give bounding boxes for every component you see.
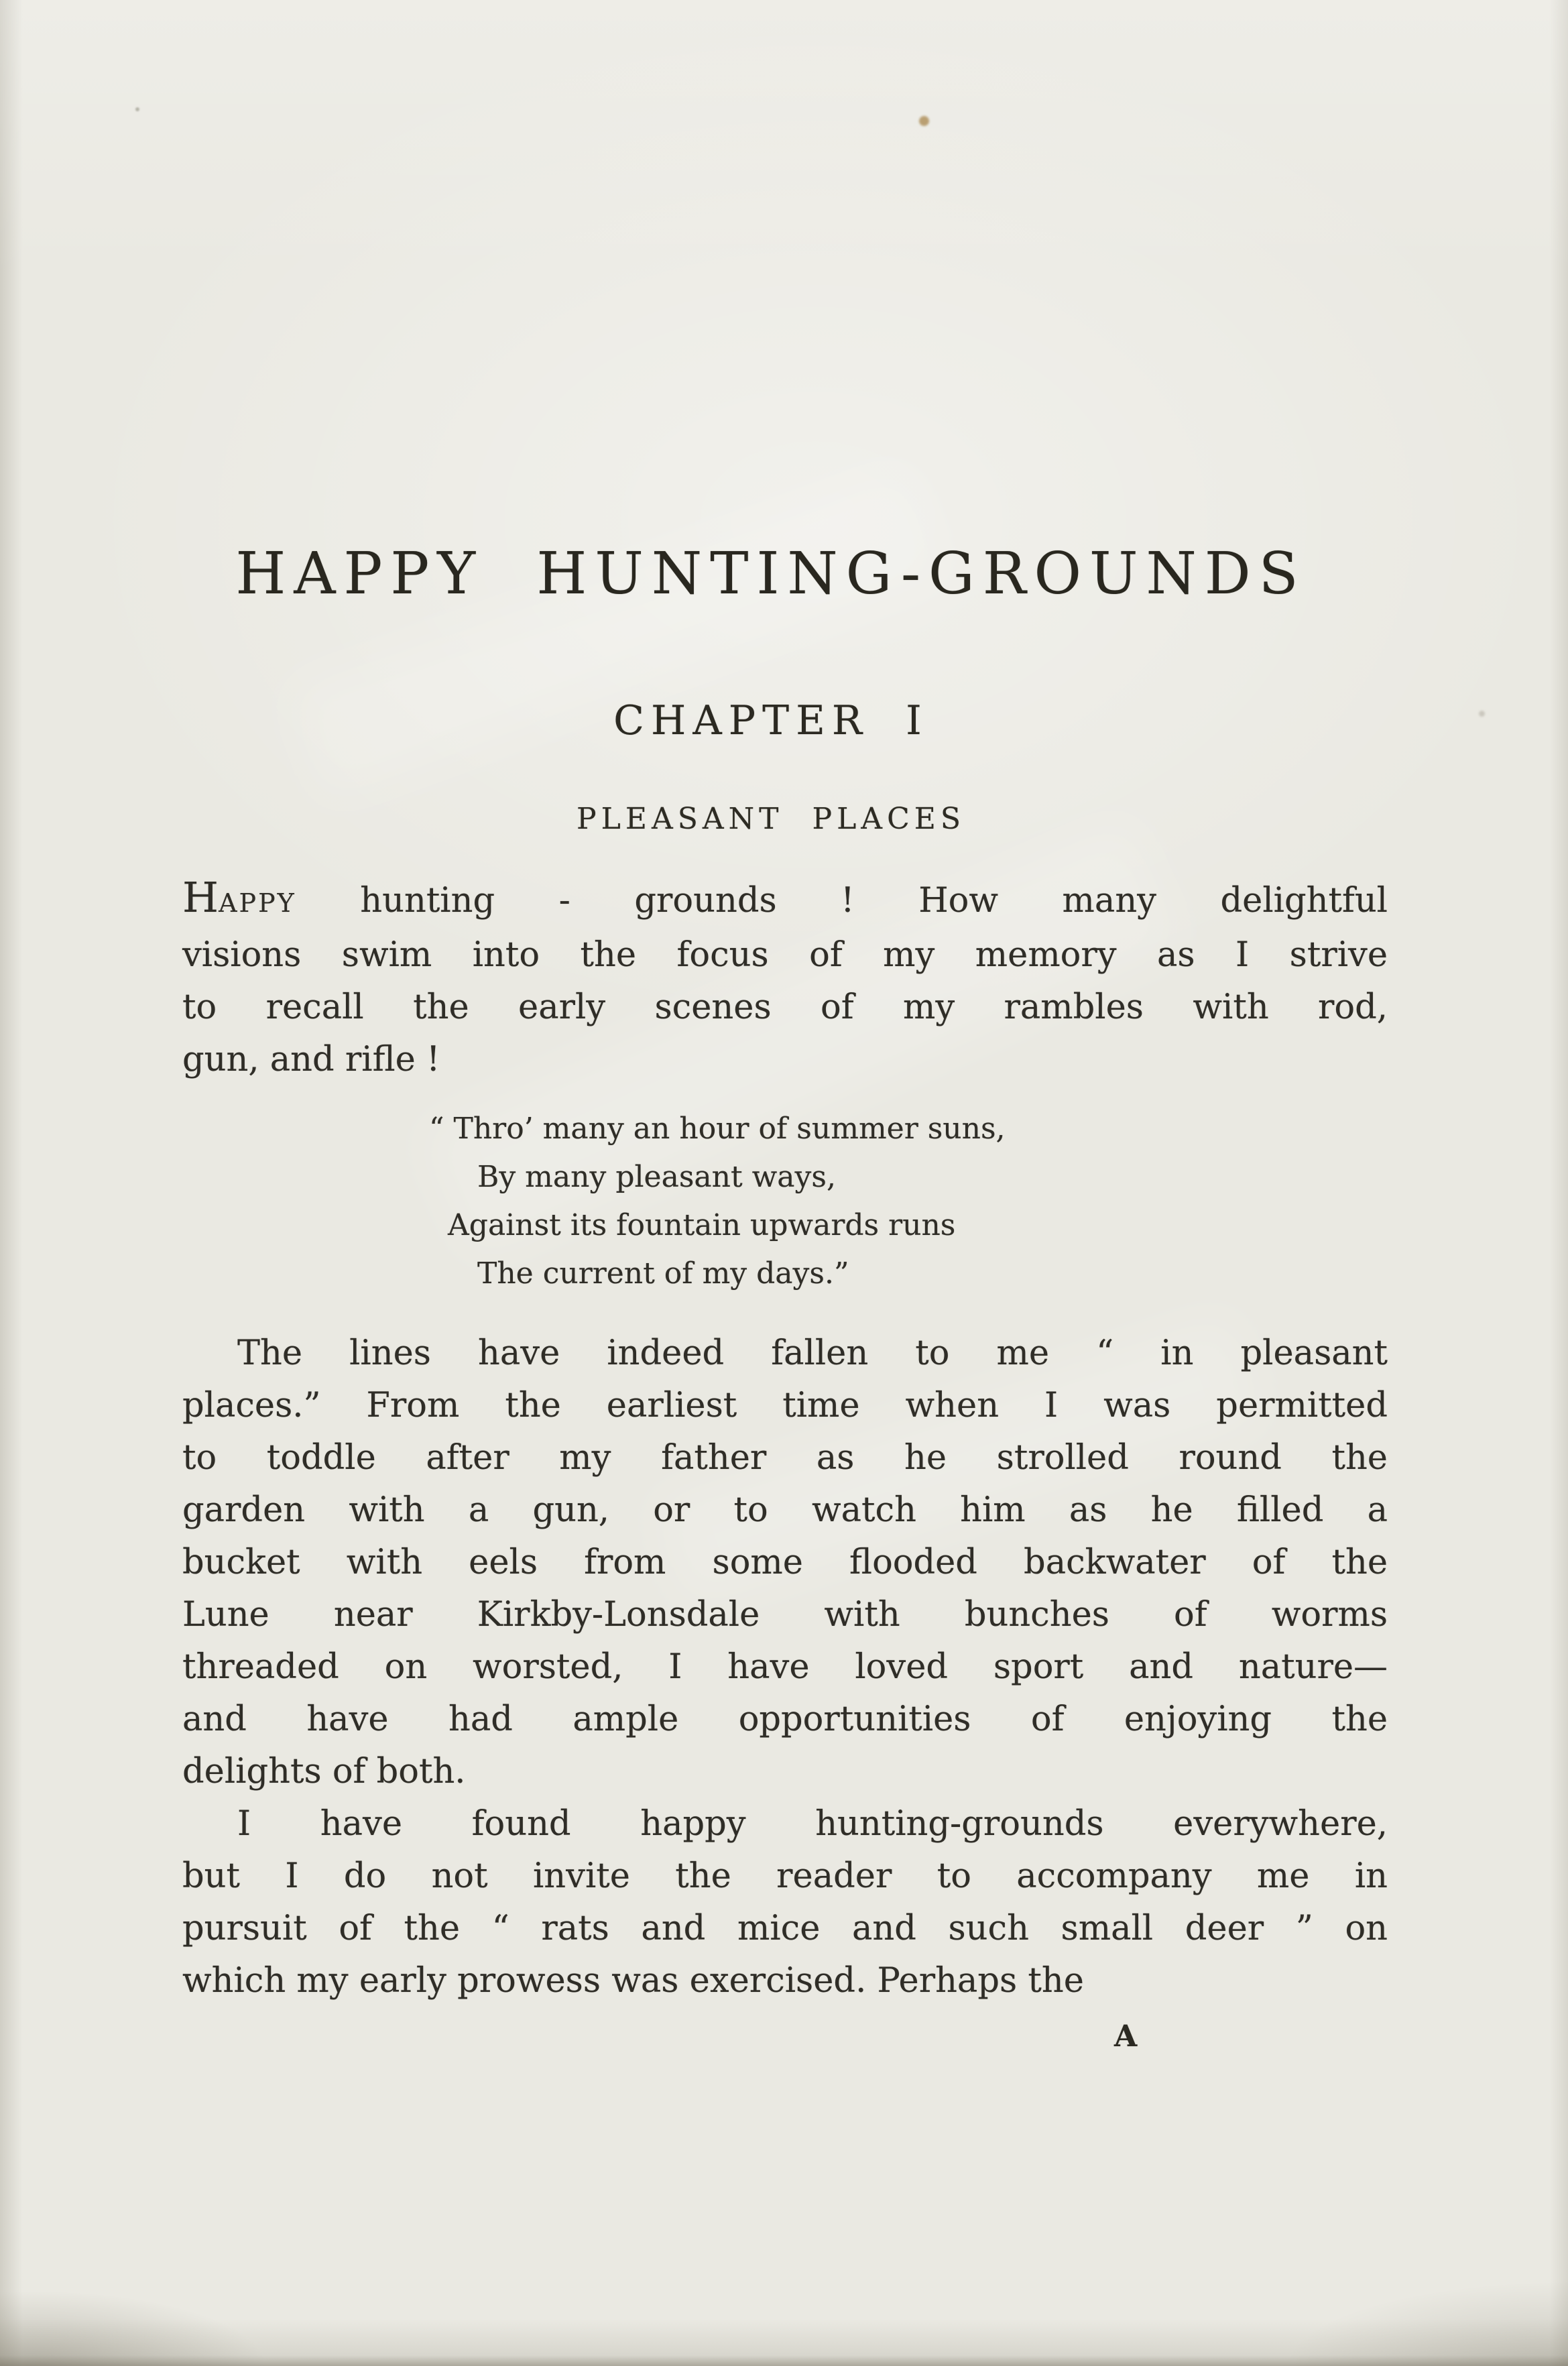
verse-line: The current of my days.” bbox=[477, 1256, 849, 1291]
text-line: The lines have indeed fallen to me “ in pleasant bbox=[237, 1334, 1388, 1373]
verse-line: Against its fountain upwards runs bbox=[448, 1208, 956, 1242]
text-line bbox=[182, 872, 1388, 929]
text-line: I have found happy hunting-grounds everywhere, bbox=[237, 1804, 1388, 1844]
paragraph-1 bbox=[182, 872, 1388, 1086]
text-line: and have had ample opportunities of enjoying the bbox=[182, 1700, 1388, 1739]
chapter-heading: CHAPTER I bbox=[613, 697, 928, 744]
verse-line: “ Thro’ many an hour of summer suns, bbox=[429, 1112, 1006, 1146]
scan-sheen bbox=[288, 468, 945, 800]
book-title: HAPPY HUNTING-GROUNDS bbox=[235, 540, 1307, 607]
paragraph-3 bbox=[182, 1798, 1388, 2007]
text-line: visions swim into the focus of my memory as I strive bbox=[182, 935, 1388, 975]
foxing-spot bbox=[919, 116, 929, 126]
paper-speck bbox=[135, 107, 139, 111]
text-line-rest: hunting - grounds ! How many delightful bbox=[296, 881, 1388, 921]
verse-quote bbox=[429, 1105, 1388, 1298]
text-line: bucket with eels from some flooded backwater of the bbox=[182, 1543, 1388, 1582]
text-line: which my early prowess was exercised. Perhaps the bbox=[182, 1961, 1084, 2001]
text-line: gun, and rifle ! bbox=[182, 1040, 440, 1079]
text-line: but I do not invite the reader to accompany me in bbox=[182, 1856, 1388, 1896]
text-line: delights of both. bbox=[182, 1752, 466, 1791]
text-line: pursuit of the “ rats and mice and such small deer ” on bbox=[182, 1909, 1388, 1948]
paper-speck bbox=[1479, 711, 1485, 717]
lead-small-caps: APPY bbox=[219, 888, 296, 918]
verse-line: By many pleasant ways, bbox=[477, 1160, 836, 1194]
signature-mark: A bbox=[1114, 2019, 1139, 2054]
text-line: places.” From the earliest time when I was permitted bbox=[182, 1386, 1388, 1425]
text-line: to recall the early scenes of my rambles with rod, bbox=[182, 988, 1388, 1027]
lead-capital: H bbox=[182, 873, 219, 922]
text-line: Lune near Kirkby-Lonsdale with bunches of worms bbox=[182, 1595, 1388, 1635]
text-line: to toddle after my father as he strolled round the bbox=[182, 1438, 1388, 1478]
paragraph-2 bbox=[182, 1327, 1388, 1798]
text-line: threaded on worsted, I have loved sport and nature— bbox=[182, 1647, 1388, 1687]
text-block bbox=[182, 872, 1388, 2007]
section-heading: PLEASANT PLACES bbox=[577, 802, 965, 836]
text-line: garden with a gun, or to watch him as he filled a bbox=[182, 1490, 1388, 1530]
